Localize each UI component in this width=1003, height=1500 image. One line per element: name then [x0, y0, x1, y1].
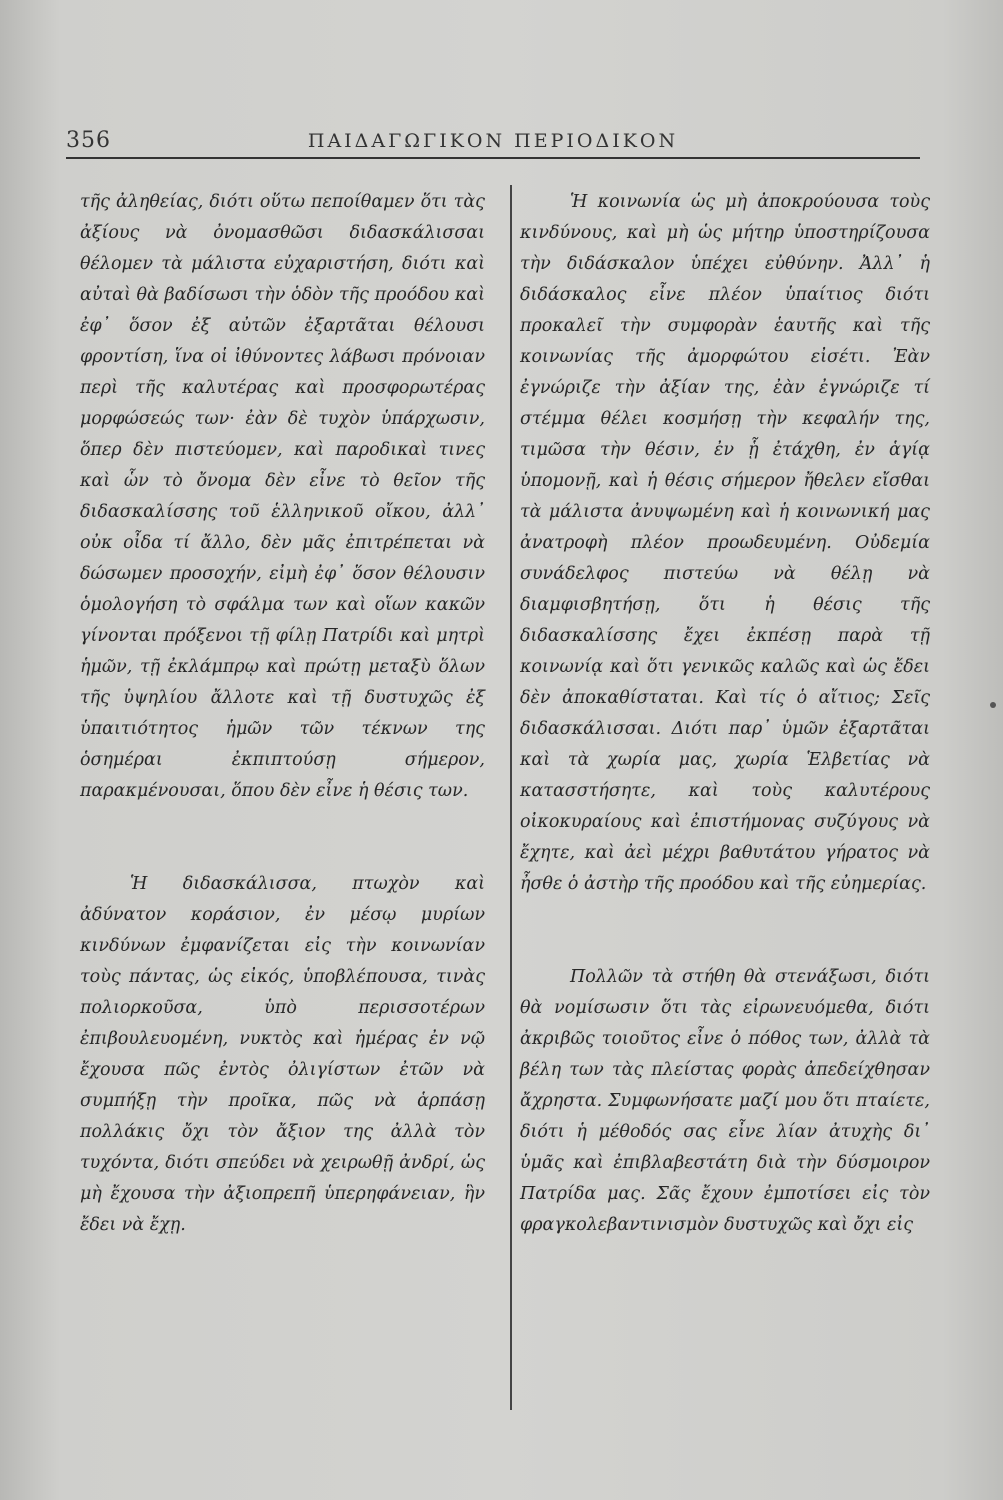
- paragraph-gap: [80, 807, 485, 869]
- right-column: [520, 187, 930, 1402]
- left-paragraph-1: τῆς ἀληθείας, διότι οὕτω πεποίθαμεν ὅτι τὰς ἀξίους νὰ ὀνομασθῶσι διδασκάλισσαι θέλομεν τὰ μάλιστα εὐχαριστήση, διότι καὶ αὐταὶ θὰ βαδίσωσι τὴν ὁδὸν τῆς προόδου καὶ ἐφ᾽ ὅσον ἐξ αὐτῶν ἐξαρτᾶται θέλουσι φροντίση, ἵνα οἱ ἰθύνοντες λάβωσι πρόνοιαν περὶ τῆς καλυτέρας καὶ προσφορωτέρας μορφώσεώς των· ἐὰν δὲ τυχὸν ὑπάρχωσιν, ὅπερ δὲν πιστεύομεν, καὶ παροδικαὶ τινες καὶ ὧν τὸ ὄνομα δὲν εἶνε τὸ θεῖον τῆς διδασκαλίσσης τοῦ ἑλληνικοῦ οἴκου, ἀλλ᾽ οὐκ οἶδα τί ἄλλο, δὲν μᾶς ἐπιτρέπεται νὰ δώσωμεν προσοχήν, εἰμὴ ἐφ᾽ ὅσον θέλουσιν ὁμολογήση τὸ σφάλμα των καὶ οἵων κακῶν γίνονται πρόξενοι τῇ φίλῃ Πατρίδι καὶ μητρὶ ἡμῶν, τῇ ἐκλάμπρῳ καὶ πρώτῃ μεταξὺ ὅλων τῆς ὑψηλίου ἄλλοτε καὶ τῇ δυστυχῶς ἐξ ὑπαιτιότητος ἡμῶν τῶν τέκνων της ὁσημέραι ἐκπιπτούσῃ σήμερον, παρακμένουσαι, ὅπου δὲν εἶνε ἡ θέσις των.: [80, 192, 485, 801]
- page-number: 356: [66, 128, 111, 153]
- left-column: [80, 187, 485, 1402]
- paragraph-gap: [520, 900, 930, 962]
- header-rule: [66, 157, 920, 159]
- running-title: ΠΑΙΔΑΓΩΓΙΚΟΝ ΠΕΡΙΟΔΙΚΟΝ: [307, 130, 679, 152]
- page-header: [66, 128, 920, 158]
- column-divider: [510, 185, 512, 1410]
- right-paragraph-2: Πολλῶν τὰ στήθη θὰ στενάξωσι, διότι θὰ νομίσωσιν ὅτι τὰς εἰρωνευόμεθα, διότι ἀκριβῶς τοιοῦτος εἶνε ὁ πόθος των, ἀλλὰ τὰ βέλη των τὰς πλείστας φορὰς ἀπεδείχθησαν ἄχρηστα. Συμφωνήσατε μαζί μου ὅτι πταίετε, διότι ἡ μέθοδός σας εἶνε λίαν ἀτυχὴς δι᾽ ὑμᾶς καὶ ἐπιβλαβεστάτη διὰ τὴν δύσμοιρον Πατρίδα μας. Σᾶς ἔχουν ἐμποτίσει εἰς τὸν φραγκολεβαντινισμὸν δυστυχῶς καὶ ὄχι εἰς: [520, 967, 930, 1235]
- ink-spot: [990, 702, 996, 708]
- right-paragraph-1: Ἡ κοινωνία ὡς μὴ ἀποκρούουσα τοὺς κινδύνους, καὶ μὴ ὡς μήτηρ ὑποστηρίζουσα τὴν διδάσκαλον ὑπέχει εὐθύνην. Ἀλλ᾽ ἡ διδάσκαλος εἶνε πλέον ὑπαίτιος διότι προκαλεῖ τὴν συμφορὰν ἑαυτῆς καὶ τῆς κοινωνίας τῆς ἀμορφώτου εἰσέτι. Ἐὰν ἐγνώριζε τὴν ἀξίαν της, ἐὰν ἐγνώριζε τί στέμμα θέλει κοσμήσῃ τὴν κεφαλήν της, τιμῶσα τὴν θέσιν, ἐν ᾗ ἐτάχθη, ἐν ἁγίᾳ ὑπομονῇ, καὶ ἡ θέσις σήμερον ἤθελεν εἴσθαι τὰ μάλιστα ἀνυψωμένη καὶ ἡ κοινωνική μας ἀνατροφὴ πλέον προωδευμένη. Οὐδεμία συνάδελφος πιστεύω νὰ θέλῃ νὰ διαμφισβητήσῃ, ὅτι ἡ θέσις τῆς διδασκαλίσσης ἔχει ἐκπέσῃ παρὰ τῇ κοινωνίᾳ καὶ ὅτι γενικῶς καλῶς καὶ ὡς ἔδει δὲν ἀποκαθίσταται. Καὶ τίς ὁ αἴτιος; Σεῖς διδασκάλισσαι. Διότι παρ᾽ ὑμῶν ἐξαρτᾶται καὶ τὰ χωρία μας, χωρία Ἑλβετίας νὰ κατασστήσητε, καὶ τοὺς καλυτέρους οἰκοκυραίους καὶ ἐπιστήμονας συζύγους νὰ ἔχητε, καὶ ἀεὶ μέχρι βαθυτάτου γήρατος νὰ ἦσθε ὁ ἀστὴρ τῆς προόδου καὶ τῆς εὐημερίας.: [520, 192, 930, 894]
- left-paragraph-2: Ἡ διδασκάλισσα, πτωχὸν καὶ ἀδύνατον κοράσιον, ἐν μέσῳ μυρίων κινδύνων ἐμφανίζεται εἰς τὴν κοινωνίαν τοὺς πάντας, ὡς εἰκός, ὑποβλέπουσα, τινὰς πολιορκοῦσα, ὑπὸ περισσοτέρων ἐπιβουλευομένη, νυκτὸς καὶ ἡμέρας ἐν νῷ ἔχουσα πῶς ἐντὸς ὀλιγίστων ἐτῶν νὰ συμπήξῃ τὴν προῖκα, πῶς νὰ ἁρπάσῃ πολλάκις ὄχι τὸν ἄξιον της ἀλλὰ τὸν τυχόντα, διότι σπεύδει νὰ χειρωθῇ ἀνδρί, ὡς μὴ ἔχουσα τὴν ἀξιοπρεπῆ ὑπερηφάνειαν, ἣν ἔδει νὰ ἔχῃ.: [80, 874, 485, 1235]
